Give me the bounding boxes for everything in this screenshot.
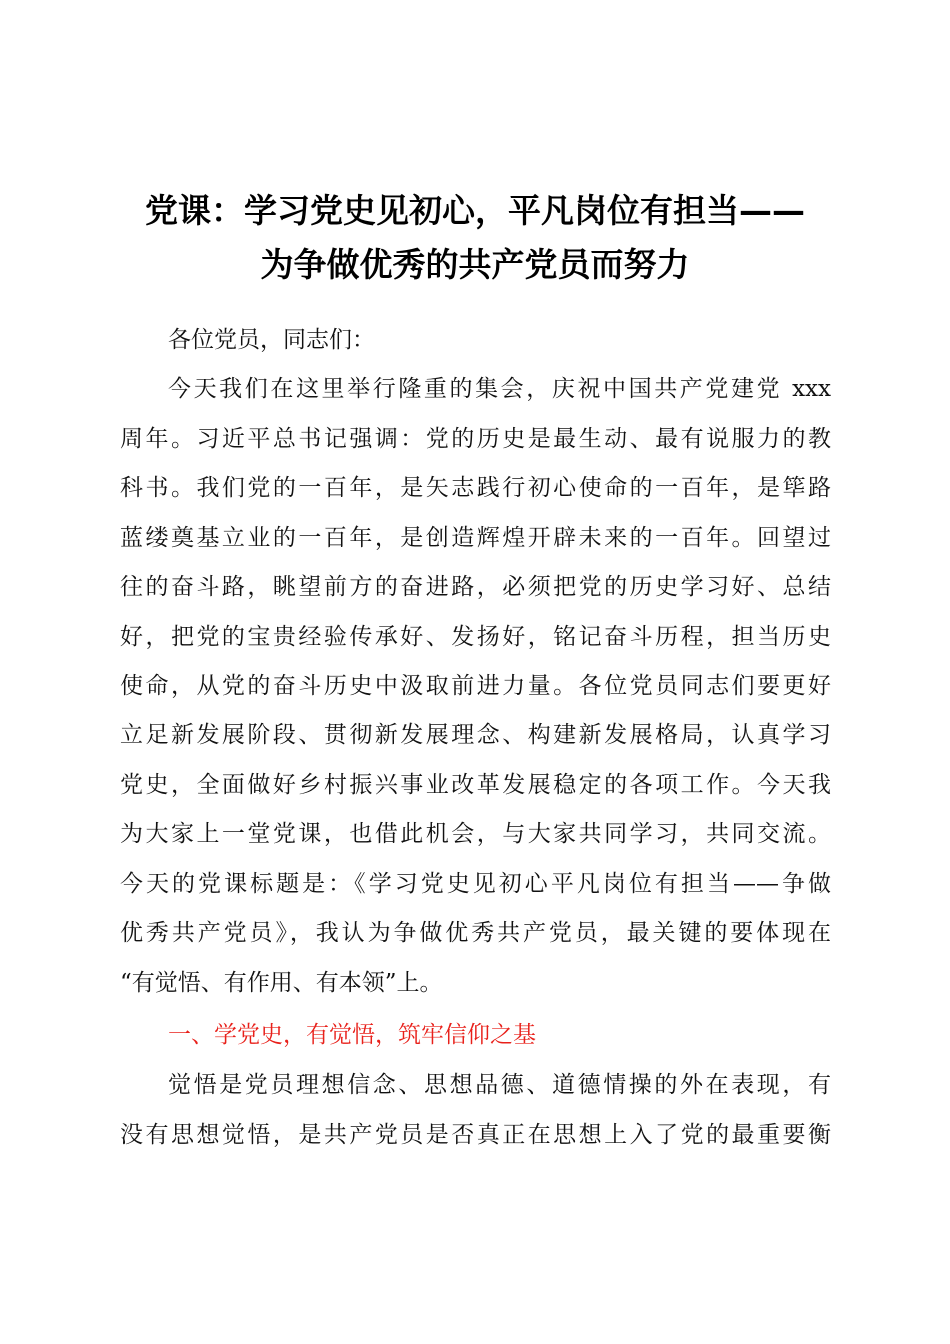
paragraph-1-line: 蓝缕奠基立业的一百年，是创造辉煌开辟未来的一百年。回望过 [120,525,831,551]
paragraph-1-line: “有觉悟、有作用、有本领”上。 [120,970,443,996]
paragraph-1-line: 为大家上一堂党课，也借此机会，与大家共同学习，共同交流。 [120,821,831,847]
paragraph-1-line: 周年。习近平总书记强调：党的历史是最生动、最有说服力的教 [120,426,831,452]
paragraph-1-line: 立足新发展阶段、贯彻新发展理念、构建新发展格局，认真学习 [120,722,831,748]
salutation: 各位党员，同志们： [168,327,375,353]
document-title-line-1: 党课：学习党史见初心，平凡岗位有担当—— [145,191,805,230]
document-title-line-2: 为争做优秀的共产党员而努力 [260,245,690,284]
paragraph-2-line: 觉悟是党员理想信念、思想品德、道德情操的外在表现，有 [168,1072,831,1098]
paragraph-1-line: 使命，从党的奋斗历史中汲取前进力量。各位党员同志们要更好 [120,673,831,699]
paragraph-1-line: 往的奋斗路，眺望前方的奋进路，必须把党的历史学习好、总结 [120,574,831,600]
paragraph-1-line: 科书。我们党的一百年，是矢志践行初心使命的一百年，是筚路 [120,475,831,501]
paragraph-2-line: 没有思想觉悟，是共产党员是否真正在思想上入了党的最重要衡 [120,1122,831,1148]
paragraph-1-line: 今天我们在这里举行隆重的集会，庆祝中国共产党建党 xxx [168,376,831,402]
paragraph-1-line: 党史，全面做好乡村振兴事业改革发展稳定的各项工作。今天我 [120,772,831,798]
paragraph-1-line: 优秀共产党员》，我认为争做优秀共产党员，最关键的要体现在 [120,920,831,946]
section-1-heading: 一、学党史，有觉悟，筑牢信仰之基 [168,1022,536,1048]
paragraph-1-line: 好，把党的宝贵经验传承好、发扬好，铭记奋斗历程，担当历史 [120,624,831,650]
paragraph-1-line: 今天的党课标题是：《学习党史见初心平凡岗位有担当——争做 [120,871,831,897]
